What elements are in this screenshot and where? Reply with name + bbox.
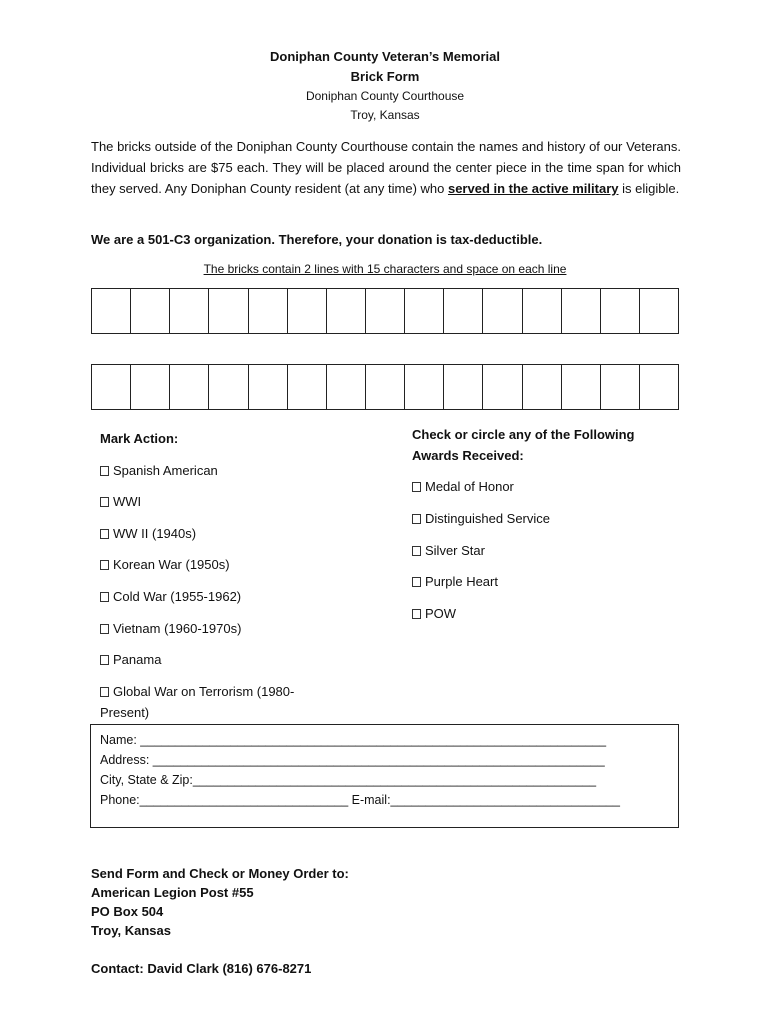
send-to-city: Troy, Kansas [91, 923, 171, 938]
char-cell[interactable] [640, 365, 678, 409]
send-to-org: American Legion Post #55 [91, 885, 254, 900]
phone-email-field[interactable]: Phone:______________________________ E-mail:_________________________________ [100, 793, 620, 807]
option-panama[interactable]: Panama [100, 652, 161, 667]
intro-emphasis: served in the active military [447, 181, 619, 196]
intro-text-1: The bricks outside of the Doniphan County Courthouse contain the names and history of our Veterans. Individual bricks are $75 each. They will be placed around the center piece in the time span for which they served. Any Doniphan County resident (at any time) who [91, 139, 681, 196]
char-cell[interactable] [405, 365, 444, 409]
char-cell[interactable] [483, 289, 522, 333]
checkbox-icon[interactable] [100, 687, 109, 697]
option-spanish-american[interactable]: Spanish American [100, 463, 218, 478]
char-cell[interactable] [170, 289, 209, 333]
checkbox-icon[interactable] [412, 482, 421, 492]
intro-text-2: is eligible. [618, 181, 680, 196]
name-field[interactable]: Name: ___________________________________________________________________ [100, 733, 607, 747]
tax-note: We are a 501-C3 organization. Therefore, your donation is tax-deductible. [91, 232, 543, 247]
award-medal-of-honor[interactable]: Medal of Honor [412, 479, 514, 494]
char-cell[interactable] [523, 365, 562, 409]
char-cell[interactable] [327, 289, 366, 333]
brick-line-2-grid[interactable] [91, 364, 679, 410]
location-line: Doniphan County Courthouse [305, 89, 465, 103]
form-subtitle: Brick Form [350, 69, 420, 84]
checkbox-icon[interactable] [412, 609, 421, 619]
char-cell[interactable] [483, 365, 522, 409]
awards-heading-line1: Check or circle any of the Following [412, 427, 635, 442]
checkbox-icon[interactable] [100, 655, 109, 665]
char-cell[interactable] [444, 289, 483, 333]
checkbox-icon[interactable] [100, 560, 109, 570]
char-cell[interactable] [209, 365, 248, 409]
checkbox-icon[interactable] [412, 546, 421, 556]
char-cell[interactable] [288, 289, 327, 333]
option-wwi[interactable]: WWI [100, 494, 141, 509]
option-global-war-on-terrorism[interactable]: Global War on Terrorism (1980- [100, 684, 294, 699]
send-to-heading: Send Form and Check or Money Order to: [91, 866, 349, 881]
mark-action-heading: Mark Action: [100, 431, 179, 446]
checkbox-icon[interactable] [100, 624, 109, 634]
char-cell[interactable] [92, 289, 131, 333]
checkbox-icon[interactable] [100, 529, 109, 539]
contact-line: Contact: David Clark (816) 676-8271 [91, 961, 312, 976]
form-title: Doniphan County Veteran’s Memorial [270, 49, 500, 64]
award-purple-heart[interactable]: Purple Heart [412, 574, 498, 589]
intro-paragraph [91, 136, 681, 199]
char-cell[interactable] [170, 365, 209, 409]
address-field[interactable]: Address: _________________________________________________________________ [100, 753, 605, 767]
awards-heading-line2: Awards Received: [412, 448, 524, 463]
brick-line-1-grid[interactable] [91, 288, 679, 334]
char-cell[interactable] [209, 289, 248, 333]
char-cell[interactable] [327, 365, 366, 409]
award-pow[interactable]: POW [412, 606, 456, 621]
option-cold-war[interactable]: Cold War (1955-1962) [100, 589, 241, 604]
char-cell[interactable] [131, 365, 170, 409]
option-global-war-continued: Present) [100, 705, 150, 720]
char-cell[interactable] [131, 289, 170, 333]
char-cell[interactable] [640, 289, 678, 333]
char-cell[interactable] [562, 289, 601, 333]
char-cell[interactable] [366, 365, 405, 409]
checkbox-icon[interactable] [412, 577, 421, 587]
char-cell[interactable] [92, 365, 131, 409]
checkbox-icon[interactable] [100, 466, 109, 476]
char-cell[interactable] [249, 365, 288, 409]
city-line: Troy, Kansas [350, 108, 420, 122]
char-cell[interactable] [601, 365, 640, 409]
char-cell[interactable] [562, 365, 601, 409]
char-cell[interactable] [444, 365, 483, 409]
city-state-zip-field[interactable]: City, State & Zip:__________________________________________________________ [100, 773, 597, 787]
option-korean-war[interactable]: Korean War (1950s) [100, 557, 230, 572]
char-cell[interactable] [601, 289, 640, 333]
checkbox-icon[interactable] [100, 497, 109, 507]
award-silver-star[interactable]: Silver Star [412, 543, 485, 558]
char-cell[interactable] [249, 289, 288, 333]
grid-caption: The bricks contain 2 lines with 15 characters and space on each line [203, 262, 567, 276]
char-cell[interactable] [366, 289, 405, 333]
award-distinguished-service[interactable]: Distinguished Service [412, 511, 550, 526]
char-cell[interactable] [405, 289, 444, 333]
option-wwii[interactable]: WW II (1940s) [100, 526, 196, 541]
send-to-box: PO Box 504 [91, 904, 164, 919]
char-cell[interactable] [288, 365, 327, 409]
char-cell[interactable] [523, 289, 562, 333]
option-vietnam[interactable]: Vietnam (1960-1970s) [100, 621, 241, 636]
checkbox-icon[interactable] [100, 592, 109, 602]
checkbox-icon[interactable] [412, 514, 421, 524]
